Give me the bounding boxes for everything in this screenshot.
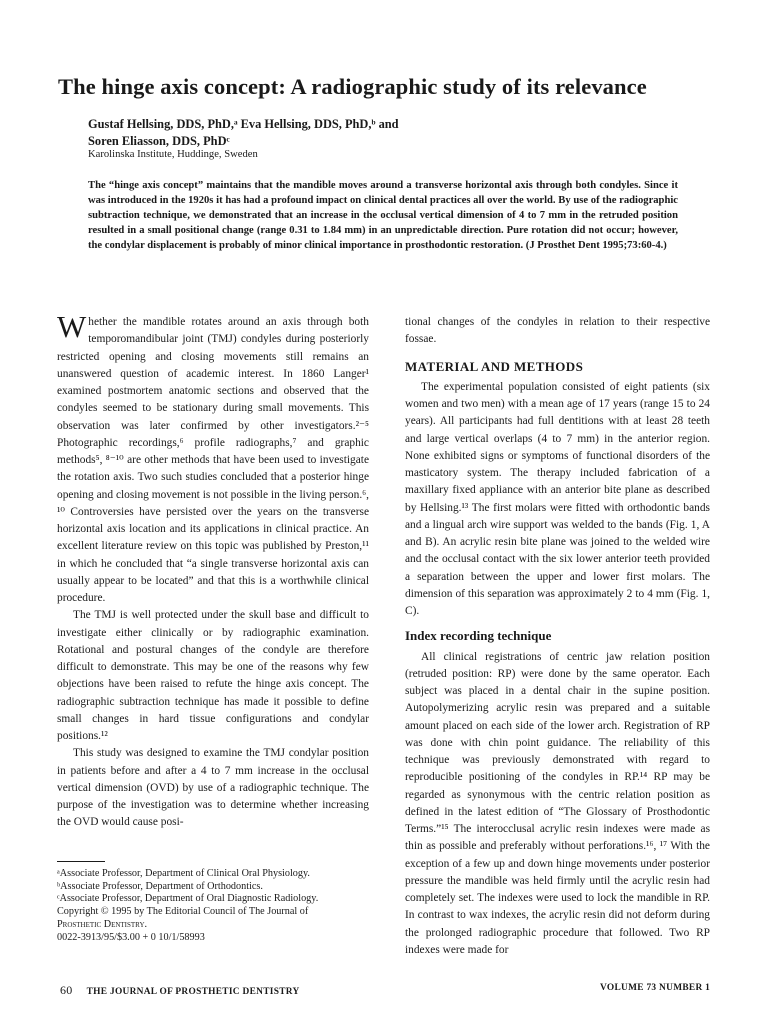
right-column <box>405 314 710 959</box>
intro-continuation: tional changes of the condyles in relation to their respective fossae. <box>405 316 710 346</box>
footnote-divider <box>57 861 105 862</box>
affiliation: Karolinska Institute, Huddinge, Sweden <box>88 149 258 160</box>
abstract: The “hinge axis concept” maintains that the mandible moves around a transverse horizontal axis through both condyles. Since it was introduced in the 1920s it has had a profound impact on clinical dental practices all over the world. By use of the radiographic subtraction technique, we demonstrated that an increase in the occlusal vertical dimension of 4 to 7 mm in the retruded position resulted in a small positional change (range 0.31 to 1.84 mm) in an unpredictable direction. Pure rotation did not occur; however, the condylar displacement is probably of minor clinical importance in prosthodontic restoration. (J Prosthet Dent 1995;73:60-4.) <box>88 180 678 251</box>
article-code: 0022-3913/95/$3.00 + 0 10/1/58993 <box>57 931 205 943</box>
footnote-b: ᵇAssociate Professor, Department of Orthodontics. <box>57 880 263 892</box>
subsection-heading-index: Index recording technique <box>405 628 552 644</box>
article-title: The hinge axis concept: A radiographic study of its relevance <box>58 74 647 99</box>
authors-line-2: Soren Eliasson, DDS, PhDᶜ <box>88 134 230 148</box>
intro-paragraph-1 <box>57 309 369 607</box>
drop-cap: W <box>57 309 87 344</box>
footer-left <box>60 983 300 998</box>
intro-paragraph-2: The TMJ is well protected under the skull base and difficult to investigate either clinically or by radiographic examination. Rotational and postural changes of the condyle are therefore difficult to demonstrate. This may be one of the reasons why few objections have been raised to refute the hinge axis concept. The radiographic subtraction technique has made it possible to define small changes in hard tissue configurations and condylar positions.¹² <box>57 609 369 742</box>
page-number: 60 <box>60 983 73 997</box>
copyright-line-1: Copyright © 1995 by The Editorial Council of The Journal of <box>57 906 309 918</box>
intro-paragraph-3: This study was designed to examine the TMJ condylar position in patients before and after a 4 to 7 mm increase in the occlusal vertical dimension (OVD) by use of a radiographic technique. The purpose of the investigation was to determine whether increasing the OVD would cause posi- <box>57 747 369 829</box>
section-heading-methods: MATERIAL AND METHODS <box>405 358 584 374</box>
authors-line-1: Gustaf Hellsing, DDS, PhD,ᵃ Eva Hellsing, DDS, PhD,ᵇ and <box>88 117 399 131</box>
footnote-c: ᶜAssociate Professor, Department of Oral Diagnostic Radiology. <box>57 893 319 905</box>
left-column <box>57 309 369 832</box>
copyright-line-2: Prosthetic Dentistry. <box>57 918 148 930</box>
intro-paragraph-1-text: hether the mandible rotates around an axis through both temporomandibular joint (TMJ) condyles during posteriorly restricted opening and closing movements still remains an unanswered question of academic interest. In 1860 Langer¹ examined postmortem anatomic sections and observed that the condyles seemed to be stationary during small movements. This observation was later confirmed by other investigators.²⁻⁵ Photographic recordings,⁶ profile radiographs,⁷ and graphic methods⁵, ⁸⁻¹⁰ are other methods that have been used to investigate the rotation axis. Two such studies concluded that a posterior hinge opening and closing movement is not possible in the living person.⁶, ¹⁰ Controversies have persisted over the years on the transverse horizontal axis location and its applications in clinical practice. An excellent literature review on this topic was published by Preston,¹¹ in which he concluded that “a single transverse horizontal axis can usually appear to be located” and that this is a worthwhile clinical procedure. <box>57 316 369 604</box>
methods-paragraph-2: All clinical registrations of centric jaw relation position (retruded position: RP) were done by the same operator. Each subject was placed in a dental chair in the supine position. Autopolymerizing acrylic resin was prepared and a suitable amount placed on each side of the lower arch. Registration of RP was done with chin point guidance. The reliability of this technique was previously demonstrated with regard to reproducible positioning of the condyles in RP.¹⁴ RP may be regarded as synonymous with the centric relation position as defined in the latest edition of “The Glossary of Prosthodontic Terms.”¹⁵ The interocclusal acrylic resin indexes were made as thin as possible and preferably without perforations.¹⁶, ¹⁷ With the exception of a few up and down hinge movements under posterior pressure the mandible was held firmly until the acrylic resin had completely set. The indexes were used to lock the mandible in RP. In contrast to wax indexes, the acrylic resin did not deform during the prolonged radiographic procedure that followed. Two RP indexes were made for <box>405 650 710 956</box>
author-list <box>88 116 688 150</box>
methods-paragraph-1: The experimental population consisted of eight patients (six women and two men) with a mean age of 17 years (range 15 to 24 years). All participants had full dentitions with at least 28 teeth and large vertical overlaps (4 to 7 mm) in the anterior region. None exhibited signs or symptoms of functional disorders of the masticatory system. The therapy included fabrication of a maxillary fixed appliance with an anterior bite plane as described by Hellsing.¹³ The first molars were fitted with orthodontic bands and a lingual arch wire support was welded to the bands (Fig. 1, A and B). An acrylic resin bite plane was joined to the welded wire and the occlusal contact with the six lower anterior teeth provided a separation between the upper and lower first molars. The dimension of this separation was approximately 2 to 4 mm (Fig. 1, C). <box>405 380 710 617</box>
footer-volume: VOLUME 73 NUMBER 1 <box>600 983 711 993</box>
footnote-a: ᵃAssociate Professor, Department of Clinical Oral Physiology. <box>57 868 310 879</box>
journal-name: THE JOURNAL OF PROSTHETIC DENTISTRY <box>86 987 300 997</box>
footnotes <box>57 868 377 944</box>
